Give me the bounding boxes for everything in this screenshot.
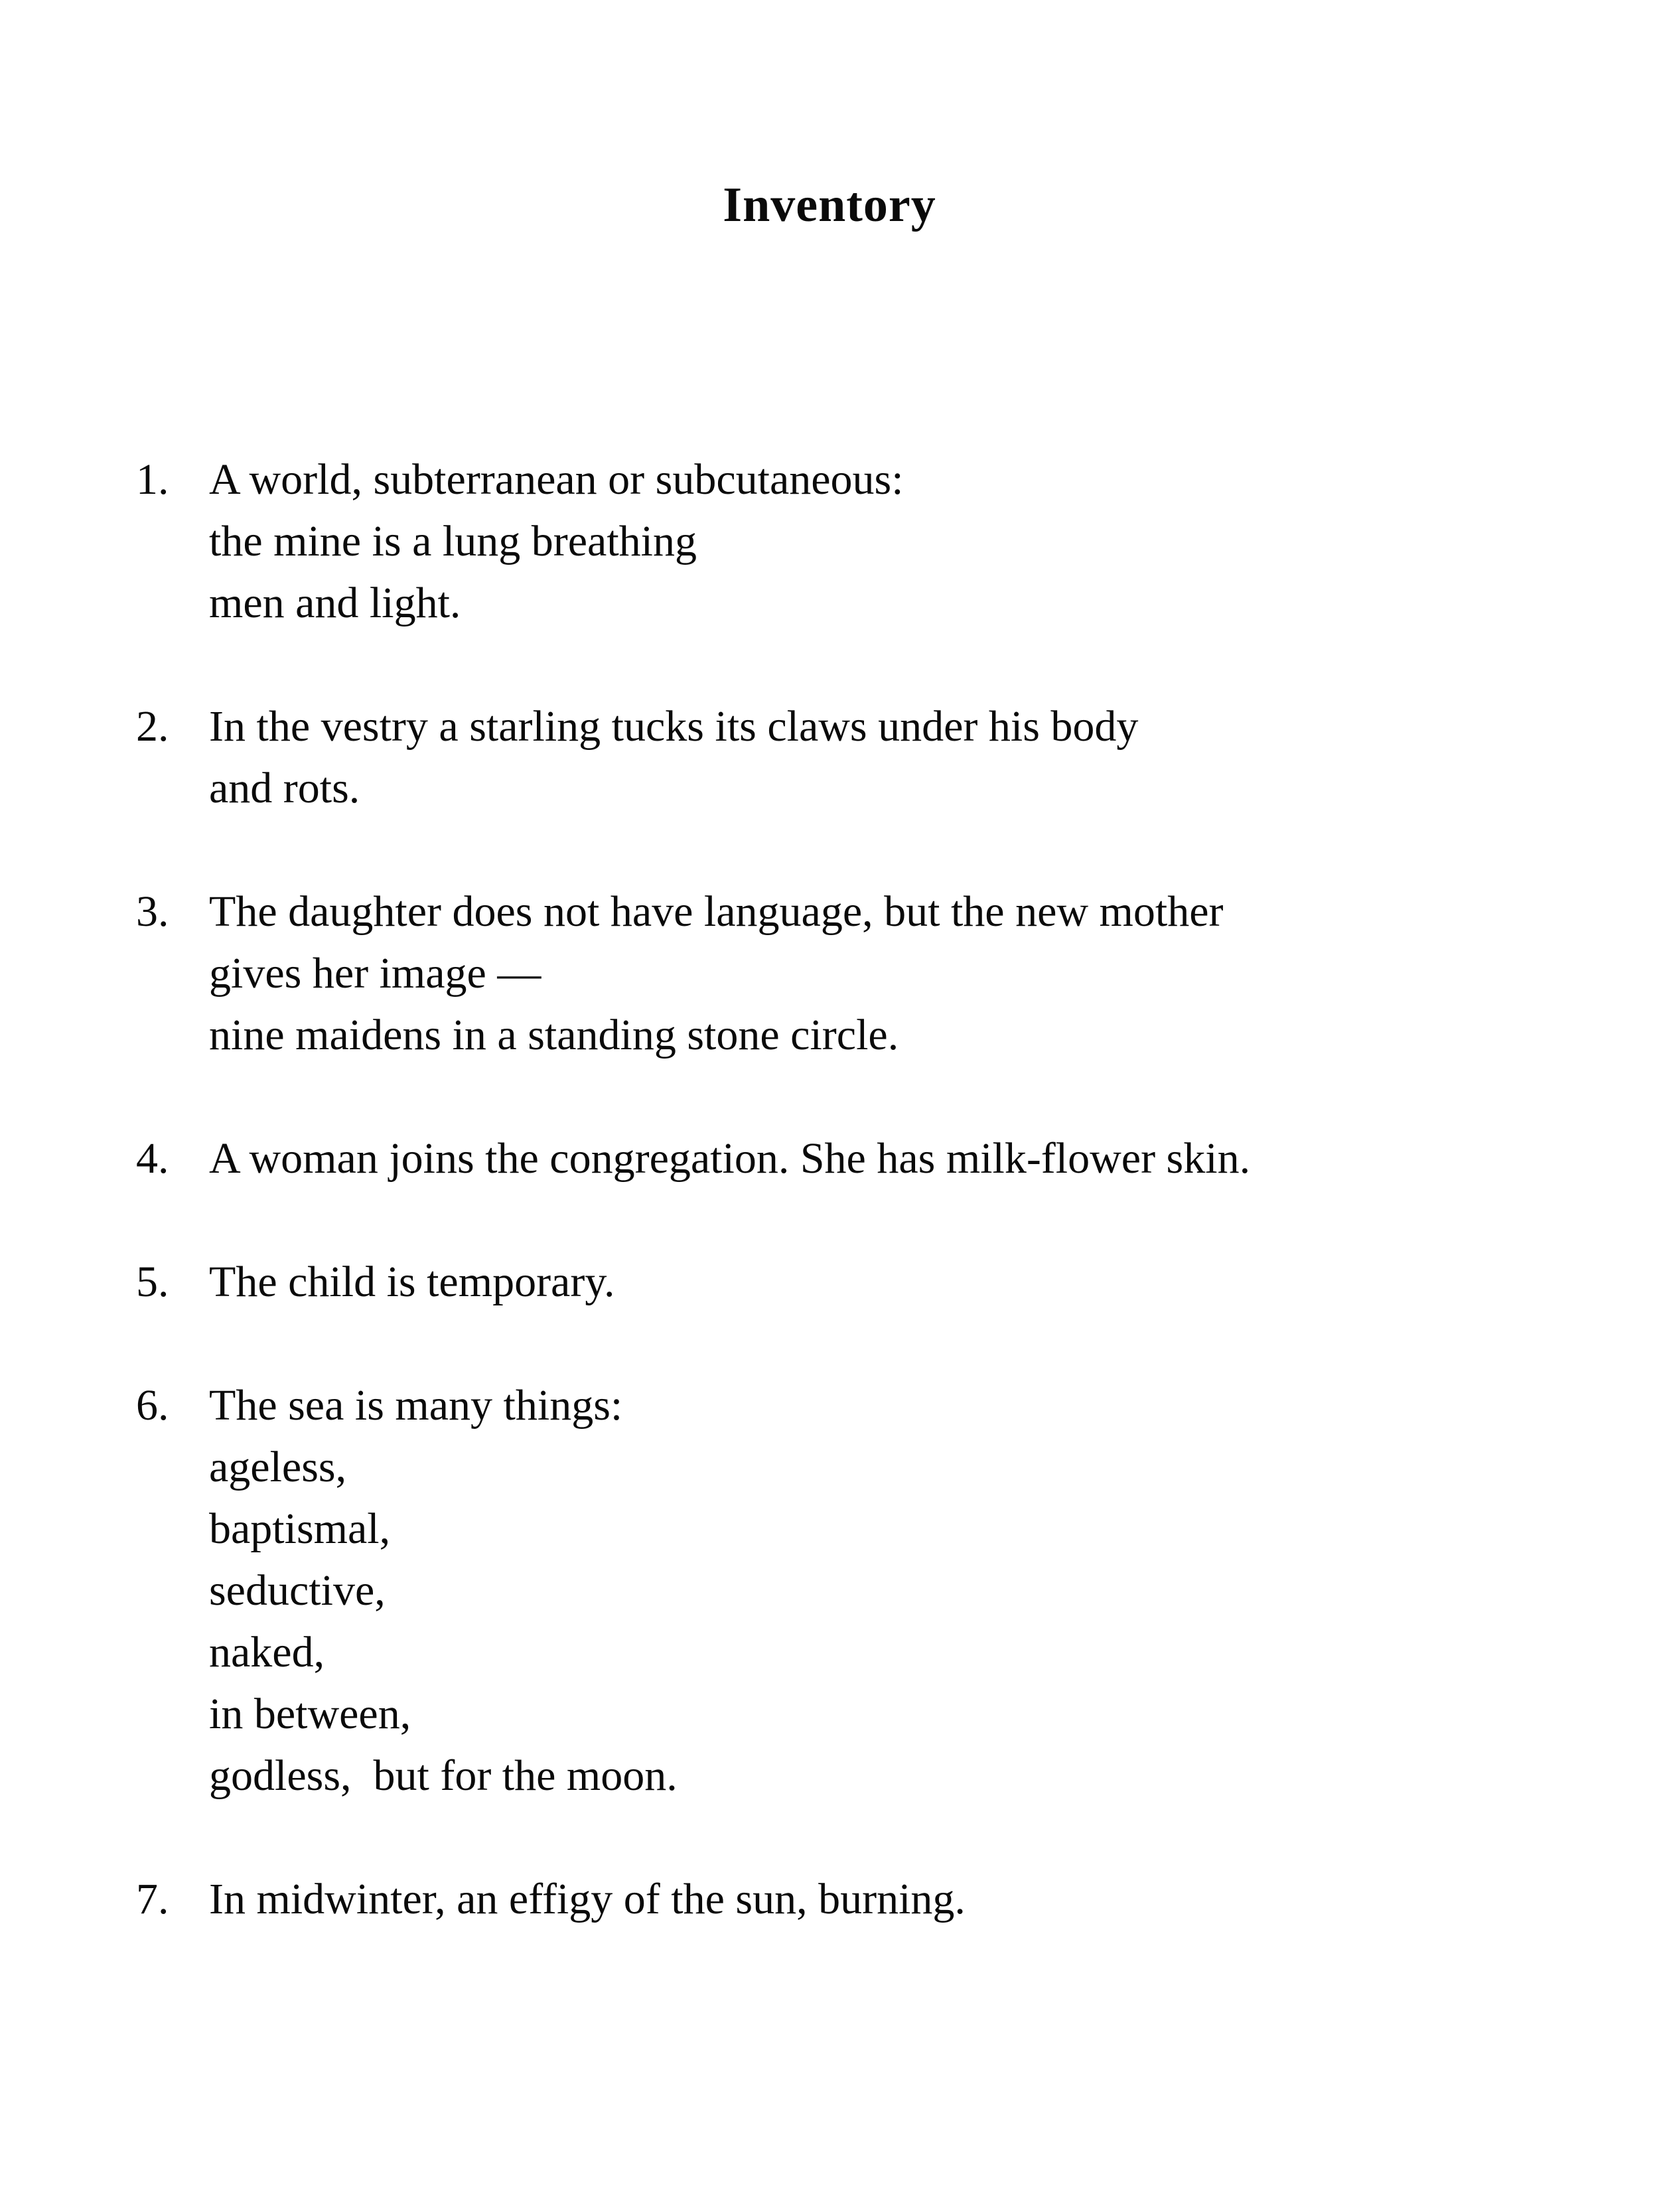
item-text	[209, 696, 1659, 819]
item-number: 5.	[136, 1258, 169, 1306]
item-number: 6.	[136, 1381, 169, 1430]
poem-line: The sea is many things:	[209, 1381, 623, 1430]
poem-line: gives her image —	[209, 949, 541, 997]
poem-line: and rots.	[209, 764, 360, 812]
poem-line: The daughter does not have language, but the new mother	[209, 887, 1224, 936]
poem-line: ageless,	[209, 1443, 347, 1491]
poem-line: A world, subterranean or subcutaneous:	[209, 455, 904, 504]
item-number: 3.	[136, 887, 169, 936]
poem-line: In midwinter, an effigy of the sun, burning.	[209, 1875, 966, 1923]
poem-line: The child is temporary.	[209, 1258, 615, 1306]
poem-list	[0, 449, 1659, 1930]
item-text	[209, 881, 1659, 1066]
poem-line: nine maidens in a standing stone circle.	[209, 1011, 899, 1059]
item-number: 1.	[136, 455, 169, 504]
poem-line: in between,	[209, 1690, 411, 1738]
poem-line: A woman joins the congregation. She has milk-flower skin.	[209, 1134, 1251, 1183]
poem-line: the mine is a lung breathing	[209, 517, 697, 565]
list-item	[0, 696, 1659, 819]
list-item	[0, 1128, 1659, 1189]
poem-line: baptismal,	[209, 1505, 391, 1553]
item-text	[209, 1128, 1659, 1189]
list-item	[0, 881, 1659, 1066]
item-text	[209, 1868, 1659, 1930]
list-item	[0, 1251, 1659, 1313]
item-number: 2.	[136, 702, 169, 751]
poem-title: Inventory	[723, 178, 936, 232]
poem-line: men and light.	[209, 579, 461, 627]
list-item	[0, 1868, 1659, 1930]
item-text	[209, 1374, 1659, 1806]
item-text	[209, 449, 1659, 634]
item-number: 7.	[136, 1875, 169, 1923]
poem-line: godless, but for the moon.	[209, 1751, 678, 1800]
list-item	[0, 449, 1659, 634]
list-item	[0, 1374, 1659, 1806]
poem-line: seductive,	[209, 1566, 386, 1615]
poem-line: In the vestry a starling tucks its claws under his body	[209, 702, 1139, 751]
poem-line: naked,	[209, 1628, 325, 1676]
item-number: 4.	[136, 1134, 169, 1183]
item-text	[209, 1251, 1659, 1313]
